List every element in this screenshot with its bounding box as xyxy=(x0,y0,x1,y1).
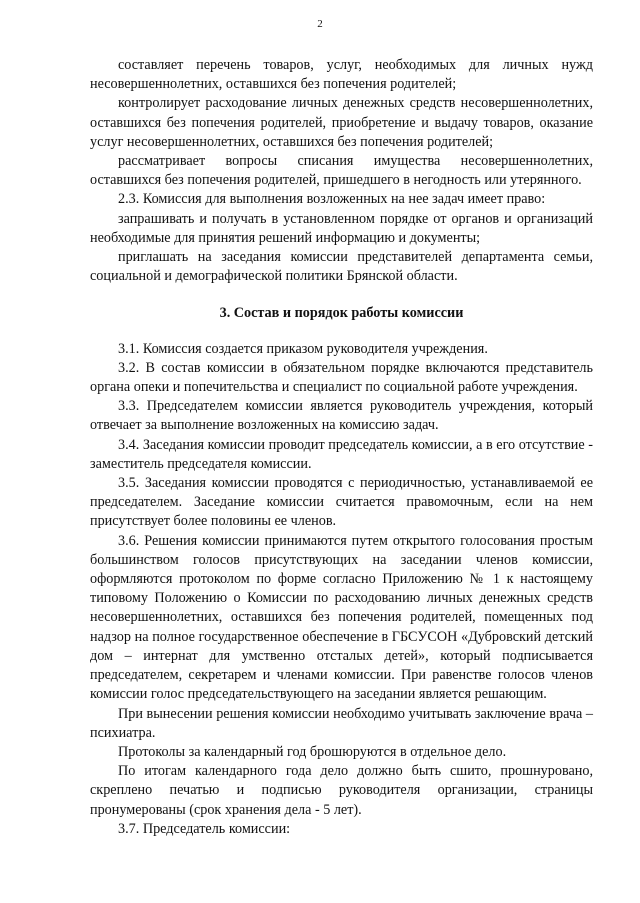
paragraph: 3.3. Председателем комиссии является руководитель учреждения, который отвечает за выполнение возложенных на комиссию задач. xyxy=(90,398,593,434)
paragraph: контролирует расходование личных денежных средств несовершеннолетних, оставшихся без попечения родителей, приобретение и выдачу товаров, оказание услуг несовершеннолетних, оставшихся без попечения родителей; xyxy=(90,95,593,150)
paragraph: 3.6. Решения комиссии принимаются путем открытого голосования простым большинством голосов присутствующих на заседании членов комиссии, оформляются протоколом по форме согласно Приложению № 1 к настоящему типовому Положению о Комиссии по расходованию личных денежных средств несовершеннолетних, оставшихся без попечения родителей, помещенных под надзор на полное государственное обеспечение в ГБСУСОН «Дубровский детский дом – интернат для умственно отсталых детей», который подписывается председателем, секретарем и членами комиссии. При равенстве голосов членов комиссии голос председательствующего на заседании является решающим. xyxy=(90,532,593,703)
section-heading: 3. Состав и порядок работы комиссии xyxy=(219,305,464,322)
paragraph: рассматривает вопросы списания имущества несовершеннолетних, оставшихся без попечения родителей, пришедшего в негодность или утерянного. xyxy=(90,153,593,189)
paragraph: По итогам календарного года дело должно быть сшито, прошнуровано, скреплено печатью и подписью руководителя организации, страницы пронумерованы (срок хранения дела - 5 лет). xyxy=(90,763,593,818)
page-number: 2 xyxy=(317,18,323,30)
paragraph: 3.1. Комиссия создается приказом руководителя учреждения. xyxy=(118,340,488,357)
paragraph: 3.4. Заседания комиссии проводит председатель комиссии, а в его отсутствие - заместитель председателя комиссии. xyxy=(90,436,593,472)
paragraph: 2.3. Комиссия для выполнения возложенных на нее задач имеет право: xyxy=(118,191,546,208)
paragraph: 3.5. Заседания комиссии проводятся с периодичностью, устанавливаемой ее председателем. Заседание комиссии считается правомочным, если на нем присутствует более половины ее членов. xyxy=(90,475,593,530)
paragraph: 3.7. Председатель комиссии: xyxy=(118,820,291,837)
paragraph: запрашивать и получать в установленном порядке от органов и организаций необходимые для принятия решений информацию и документы; xyxy=(90,210,593,246)
paragraph: приглашать на заседания комиссии представителей департамента семьи, социальной и демографической политики Брянской области. xyxy=(90,249,593,285)
paragraph: составляет перечень товаров, услуг, необходимых для личных нужд несовершеннолетних, оставшихся без попечения родителей; xyxy=(90,57,593,93)
document-body xyxy=(90,56,593,839)
paragraph: При вынесении решения комиссии необходимо учитывать заключение врача – психиатра. xyxy=(90,705,593,741)
paragraph: 3.2. В состав комиссии в обязательном порядке включаются представитель органа опеки и попечительства и специалист по социальной работе учреждения. xyxy=(90,359,593,396)
paragraph: Протоколы за календарный год брошюруются в отдельное дело. xyxy=(118,743,507,760)
